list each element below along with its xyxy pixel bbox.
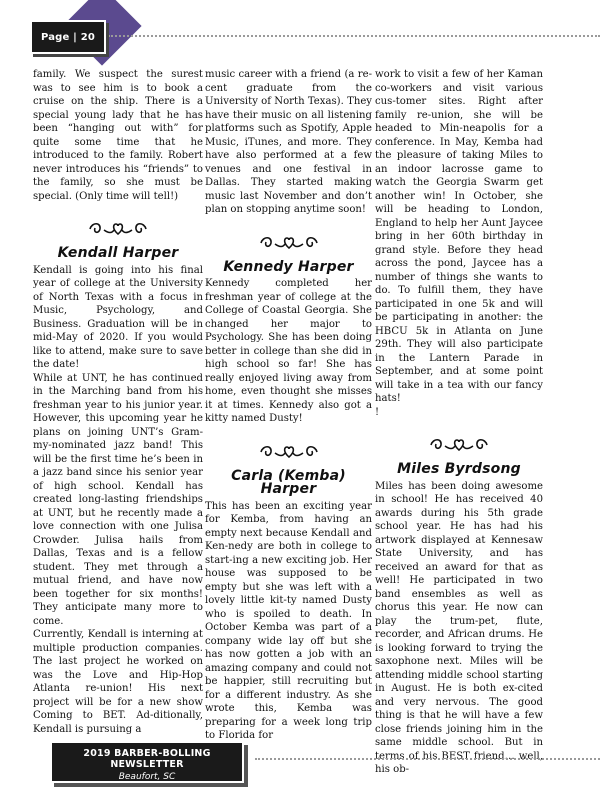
top-dotted-rule xyxy=(108,35,600,37)
newsletter-footer-box xyxy=(50,741,244,783)
bottom-dotted-rule xyxy=(255,758,600,760)
page-number-label: Page | 20 xyxy=(40,31,96,43)
kennedy-harper-heading: Kennedy Harper xyxy=(223,258,354,275)
stray-exclamation: ! xyxy=(375,406,380,418)
column-2 xyxy=(205,68,372,743)
footer-location: Beaufort, SC xyxy=(118,772,176,782)
col1-intro-paragraph: family. We suspect the surest was to see him is to book a cruise on the ship. There is a special young lady that he has been “hanging out with” for quite some time that he introduced to the family. Robert never introduces his “friends” to the family, so she must be special. (Only time will tell!) xyxy=(33,69,203,202)
column-1 xyxy=(33,68,203,736)
carla-kemba-harper-heading: Carla (Kemba) Harper xyxy=(231,467,346,497)
miles-byrdsong-heading: Miles Byrdsong xyxy=(397,461,521,477)
ornament-divider-icon xyxy=(375,435,543,457)
col2-intro-paragraph: music career with a friend (a re-cent graduate from the University of North Texas). They have their music on all listening platforms such as Spotify, Apple Music, iTunes, and more. They have also performed at a few venues and one festival in Dallas. They started making music last November and don’t plan on stopping anytime soon! xyxy=(205,69,372,215)
footer-title: 2019 BARBER-BOLLING NEWSLETTER xyxy=(83,748,211,770)
col3-intro-paragraph: work to visit a few of her Kaman co-workers and visit various cus-tomer sites. Right after family re-union, she will be headed to Min-neapolis for a conference. In May, Kemba had the pleasure of taking Miles to an indoor lacrosse game to watch the Georgia Swarm get another win! In October, she will be heading to London, England to help her Aunt Jaycee bring in her 60th birthday in grand style. Before they head across the pond, Jaycee has a number of things she wants to do. To fulfill them, they have participated in one 5k and will be participating in another: the HBCU 5k in Atlanta on June 29th. They will also participate in the Lantern Parade in September, and at some point will take in a tea with our fancy hats! xyxy=(375,69,543,404)
kendall-paragraph-3: Currently, Kendall is interning at multiple production companies. The last project he worked on was the Love and Hip-Hop Atlanta re-union! His next project will be for a new show Coming to BET. Ad-ditionally, Kendall is pursuing a xyxy=(33,629,203,735)
column-3 xyxy=(375,68,543,777)
page-number-tab xyxy=(30,20,104,52)
kemba-paragraph: This has been an exciting year for Kemba, from having an empty next because Kendall and Ken-nedy are both in college to start-ing a new exciting job. Her house was supposed to be empty but she was left with a lovely little kit-ty named Dusty who is spoiled to death. In October Kemba was part of a company wide lay off but she has now gotten a job with an amazing company and could not be happier, still recruiting but for a different industry. As she wrote this, Kemba was preparing for a week long trip to Florida for xyxy=(205,500,372,741)
ornament-divider-icon xyxy=(33,219,203,241)
ornament-divider-icon xyxy=(205,233,372,255)
ornament-divider-icon xyxy=(205,442,372,464)
kendall-paragraph-2: While at UNT, he has continued in the Marching band from his freshman year to his junior year. However, this upcoming year he plans on joining UNT’s Gram-my-nominated jazz band! This will be the first time he’s been in a jazz band since his senior year of high school. Kendall has created long-lasting friendships at UNT, but he recently made a love connection with one Julisa Crowder. Julisa hails from Dallas, Texas and is a fellow student. They met through a mutual friend, and have now been together for six months! They anticipate many more to come. xyxy=(33,372,203,627)
kendall-paragraph-1: Kendall is going into his final year of college at the University of North Texas with a focus in Music, Psychology, and Business. Graduation will be in mid-May of 2020. If you would like to attend, make sure to save the date! xyxy=(33,264,203,370)
page-number-box xyxy=(30,20,106,54)
miles-paragraph: Miles has been doing awesome in school! He has received 40 awards during his 5th grade school year. He has had his artwork displayed at Kennesaw State University, and has received an award for that as well! He participated in two band ensembles as well as chorus this year. He now can play the trum-pet, flute, recorder, and African drums. He is looking forward to trying the saxophone next. Miles will be attending middle school starting in August. He is both ex-cited and very nervous. The good thing is that he will have a few close friends joining him in the same middle school. But in terms of his BEST friend… well, his ob- xyxy=(375,480,543,775)
kennedy-paragraph: Kennedy completed her freshman year of college at the College of Coastal Georgia. She changed her major to Psychology. She has been doing better in college than she did in high school so far! She has really enjoyed living away from home, even thought she misses it at times. Kennedy also got a kitty named Dusty! xyxy=(205,278,372,424)
kendall-harper-heading: Kendall Harper xyxy=(57,245,179,261)
